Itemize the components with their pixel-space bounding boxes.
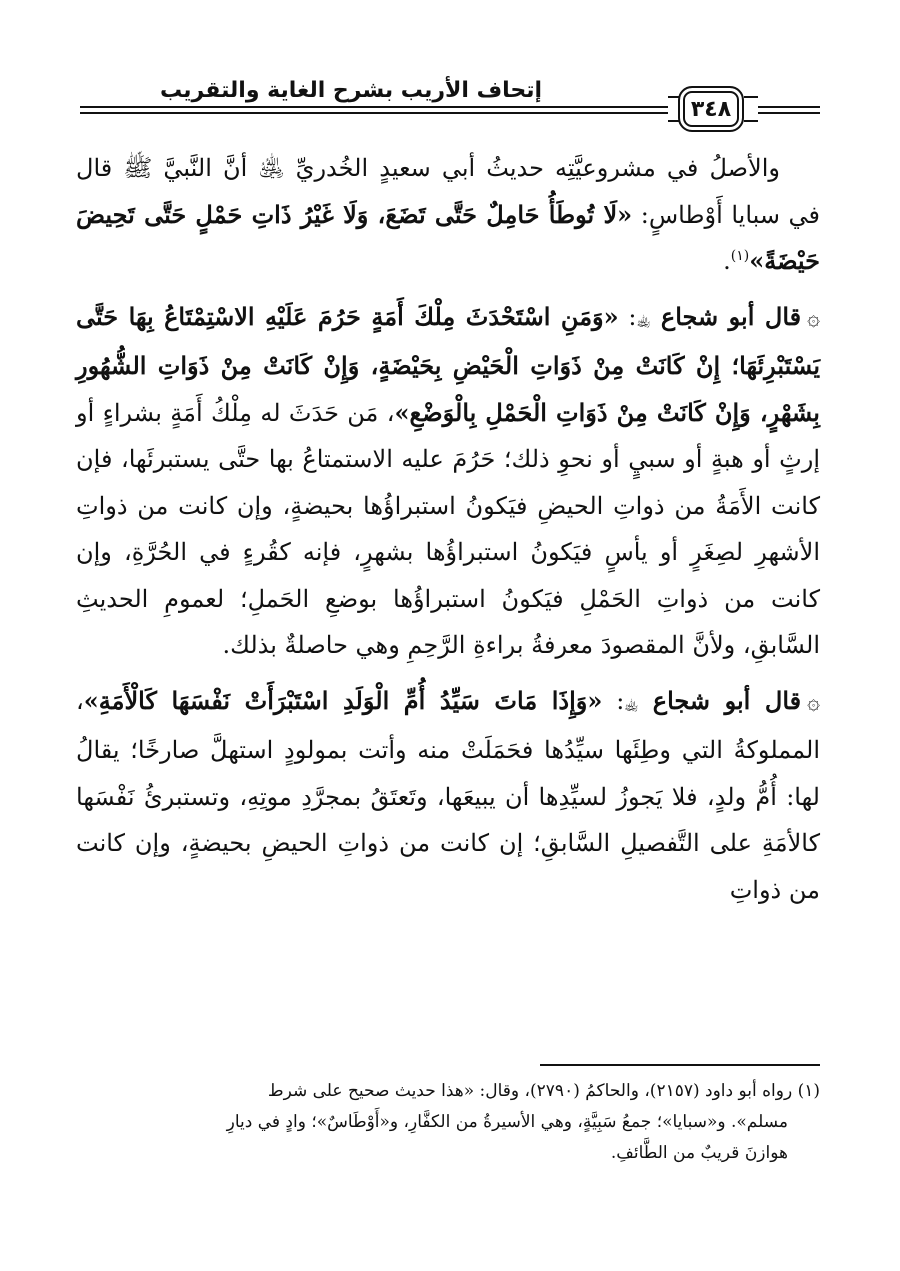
p3-colon: : (602, 686, 625, 715)
p3-sharh: ، المملوكةُ التي وطِئَها سيِّدُها فحَمَلَتْ منه وأتت بمولودٍ استهلَّ صارخًا؛ يقالُ لها: أُمُّ ولدٍ، فلا يَجوزُ لسيِّدِها أن يبيعَها، وتَعتَقُ بمجرَّدِ موتِهِ، وتستبرئُ نَفْسَها كالأمَةِ على التَّفصيلِ السَّابقِ؛ إن كانت من ذواتِ الحيضِ بحيضةٍ، وإن كانت من ذواتِ (76, 686, 820, 904)
paragraph-1 (76, 145, 820, 285)
page-badge-ornament-right (744, 96, 758, 122)
paragraph-3 (76, 678, 820, 914)
book-title: إتحاف الأريب بشرح الغاية والتقريب (160, 78, 543, 103)
flower-icon: ۞ (807, 305, 820, 331)
main-text (76, 145, 820, 922)
p3-speaker: قال أبو شجاع (652, 685, 802, 715)
footnote-line-1: (١) رواه أبو داود (٢١٥٧)، والحاكمُ (٢٧٩٠)، وقال: «هذا حديث صحيح على شرط (267, 1081, 820, 1101)
p3-matn: «وَإِذَا مَاتَ سَيِّدُ أُمِّ الْوَلَدِ اسْتَبْرَأَتْ نَفْسَهَا كَالْأَمَةِ» (83, 685, 603, 715)
p3-honorific: ﵀ (624, 693, 639, 713)
footnote (76, 1076, 820, 1169)
p2-honorific: ﵀ (636, 309, 652, 329)
paragraph-2 (76, 294, 820, 669)
footnote-ref-1[interactable]: (١) (730, 248, 750, 264)
footnote-line-3: هوازنَ قريبٌ من الطَّائفِ. (610, 1143, 788, 1163)
page-number: ٣٤٨ (690, 96, 732, 122)
page-number-badge (678, 86, 744, 132)
footnote-line-2: مسلم». و«سبايا»؛ جمعُ سَبِيَّةٍ، وهي الأسيرةُ من الكفَّارِ، و«أَوْطَاسٌ»؛ وادٍ في ديارِ (226, 1112, 788, 1132)
p2-colon: : (618, 302, 637, 331)
p1-end: . (723, 247, 731, 275)
p1-intro: والأصلُ في مشروعيَّتِه حديثُ أبي سعيدٍ الخُدريِّ ﵁ أنَّ النَّبيَّ ﷺ قال في سبايا أَوْطاسٍ: (76, 154, 820, 229)
footnote-separator (540, 1064, 820, 1066)
p2-matn: «وَمَنِ اسْتَحْدَثَ مِلْكَ أَمَةٍ حَرُمَ عَلَيْهِ الاسْتِمْتَاعُ بِهَا حَتَّى يَسْتَبْرِئَهَا؛ إِنْ كَانَتْ مِنْ ذَوَاتِ الْحَيْضِ بِحَيْضَةٍ، وَإِنْ كَانَتْ مِنْ ذَوَاتِ الشُّهُورِ بِشَهْرٍ، وَإِنْ كَانَتْ مِنْ ذَوَاتِ الْحَمْلِ بِالْوَضْعِ» (76, 301, 820, 427)
flower-icon: ۞ (807, 689, 821, 715)
p2-speaker: قال أبو شجاع (660, 301, 802, 331)
p2-sharh: ، مَن حَدَثَ له مِلْكُ أَمَةٍ بشراءٍ أو إرثٍ أو هبةٍ أو سبيٍ أو نحوِ ذلك؛ حَرُمَ عليه الاستمتاعُ بها حتَّى يستبرئَها، فإن كانت الأَمَةُ من ذواتِ الحيضِ فيَكونُ استبراؤُها بحيضةٍ، وإن كانت من ذواتِ الأشهرِ لصِغَرٍ أو يأسٍ فيَكونُ استبراؤُها بشهرٍ، فإنه كقُرءٍ في الحُرَّةِ، وإن كانت من ذواتِ الحَمْلِ فيَكونُ استبراؤُها بوضعِ الحَملِ؛ لعمومِ الحديثِ السَّابقِ، ولأنَّ المقصودَ معرفةُ براءةِ الرَّحِمِ وهي حاصلةٌ بذلك. (76, 398, 820, 659)
page-header (80, 68, 820, 126)
p1-hadith: «لَا تُوطَأُ حَامِلٌ حَتَّى تَضَعَ، وَلَا غَيْرُ ذَاتِ حَمْلٍ حَتَّى تَحِيضَ حَيْضَةً» (76, 199, 820, 275)
